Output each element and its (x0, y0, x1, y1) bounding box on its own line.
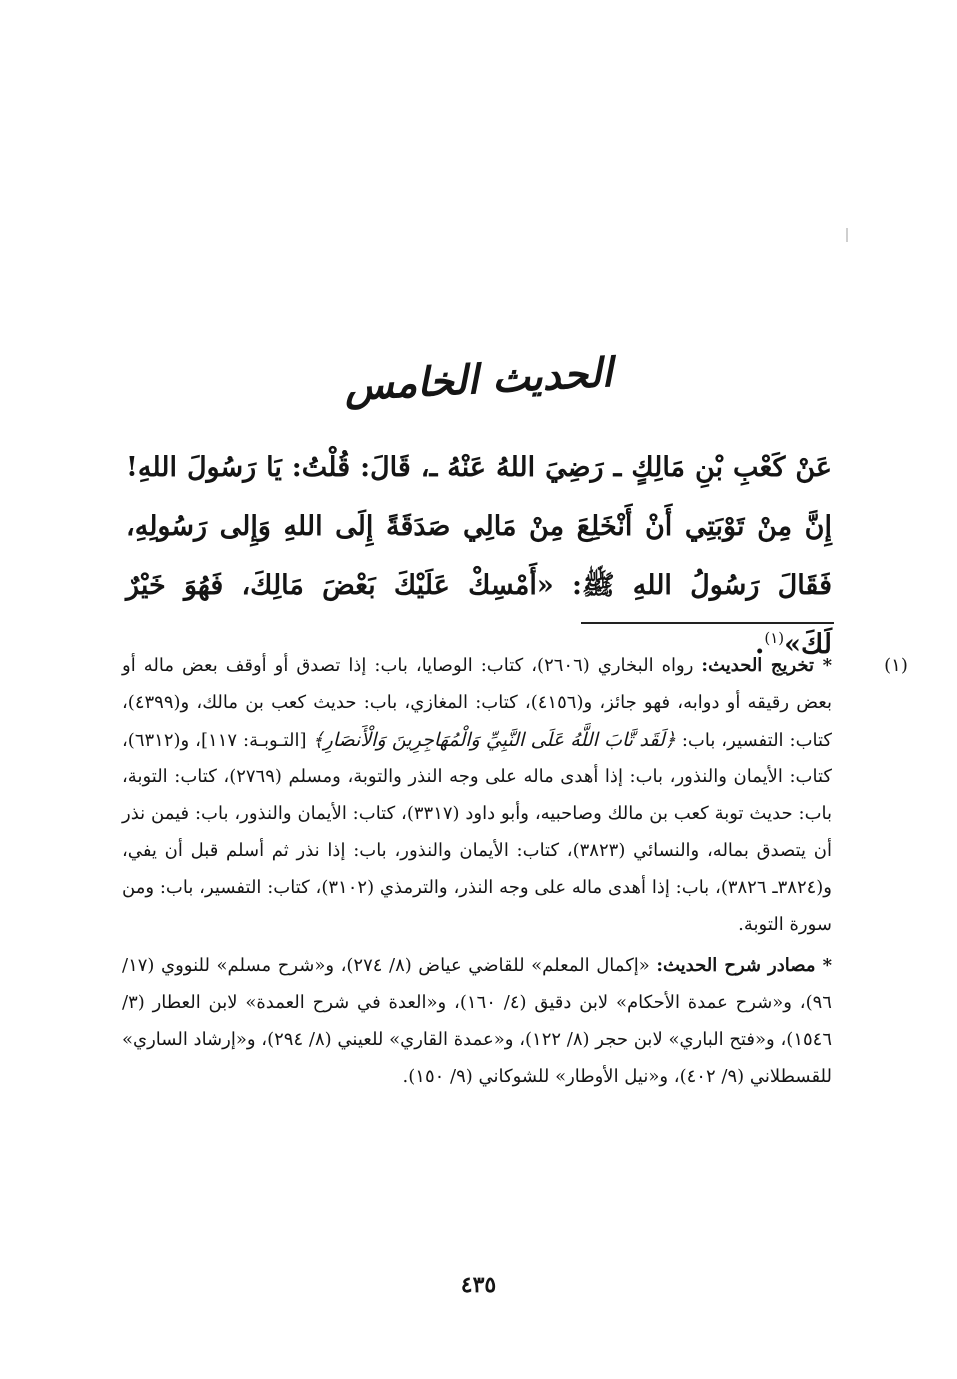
footnote-separator (581, 622, 834, 624)
margin-mark (846, 228, 848, 242)
takhrij-paragraph (122, 648, 832, 943)
masadir-label: * مصادر شرح الحديث: (656, 955, 832, 977)
masadir-paragraph (122, 948, 832, 1095)
footnotes (122, 648, 908, 1096)
masadir-text: «إكمال المعلم» للقاضي عياض (٨/ ٢٧٤)، و«شرح مسلم» للنووي (١٧/ ٩٦)، و«شرح عمدة الأحكام» لابن دقيق (٤/ ١٦٠)، و«العدة في شرح العمدة» لابن العطار (٣/ ١٥٤٦)، و«فتح الباري» لابن حجر (٨/ ١٢٢)، و«عمدة القاري» للعيني (٨/ ٢٩٤)، و«إرشاد الساري» للقسطلاني (٩/ ٤٠٢)، و«نيل الأوطار» للشوكاني (٩/ ١٥٠). (122, 955, 832, 1087)
hadith-body: عَنْ كَعْبِ بْنِ مَالِكٍ ـ رَضِيَ اللهُ عَنْهُ ـ، قَالَ: قُلْتُ: يَا رَسُولَ اللهِ! إِنَّ مِنْ تَوْبَتِي أَنْ أَنْخَلِعَ مِنْ مَالِي صَدَقَةً إِلَى اللهِ وَإِلى رَسُولِهِ، فَقَالَ رَسُولُ اللهِ ﷺ: «أَمْسِكْ عَلَيْكَ بَعْضَ مَالِكَ، فَهُوَ خَيْرٌ لَكَ» (126, 452, 832, 660)
hadith-end-mark: . (754, 629, 765, 660)
page-number: ٤٣٥ (460, 1272, 497, 1298)
footnote-number: (١) (884, 655, 908, 676)
takhrij-text: رواه البخاري (٢٦٠٦)، كتاب: الوصايا، باب: إذا تصدق أو أوقف بعض ماله أو بعض رقيقه أو دوابه، فهو جائز، و(٤١٥٦)، كتاب: المغازي، باب: حديث كعب بن مالك، و(٤٣٩٩)، كتاب: التفسير، باب: (122, 655, 833, 751)
hadith-text (126, 438, 832, 674)
footnote-reference: (١) (764, 629, 785, 647)
chapter-heading: الحديث الخامس (343, 349, 614, 410)
takhrij-label: * تخريج الحديث: (701, 655, 832, 676)
takhrij-text-continued: [التـوبـة: ١١٧]، و(٦٣١٢)، كتاب: الأيمان والنذور، باب: إذا أهدى ماله على وجه النذر والتوبة، ومسلم (٢٧٦٩)، كتاب: التوبة، باب: حديث توبة كعب بن مالك وصاحبيه، وأبو داود (٣٣١٧)، كتاب: الأيمان والنذور، باب: فيمن نذر أن يتصدق بماله، والنسائي (٣٨٢٣)، كتاب: الأيمان والنذور، باب: إذا نذر ثم أسلم قبل أن يفي، و(٣٨٢٤ـ ٣٨٢٦)، باب: إذا أهدى ماله على وجه النذر، والترمذي (٣١٠٢)، كتاب: التفسير، باب: ومن سورة التوبة. (122, 729, 833, 935)
quran-verse: ﴿لَقَد تَّابَ اللَّهُ عَلَى النَّبِيِّ وَالْمُهَاجِرِينَ وَالْأَنصَارِ﴾ (312, 728, 676, 751)
